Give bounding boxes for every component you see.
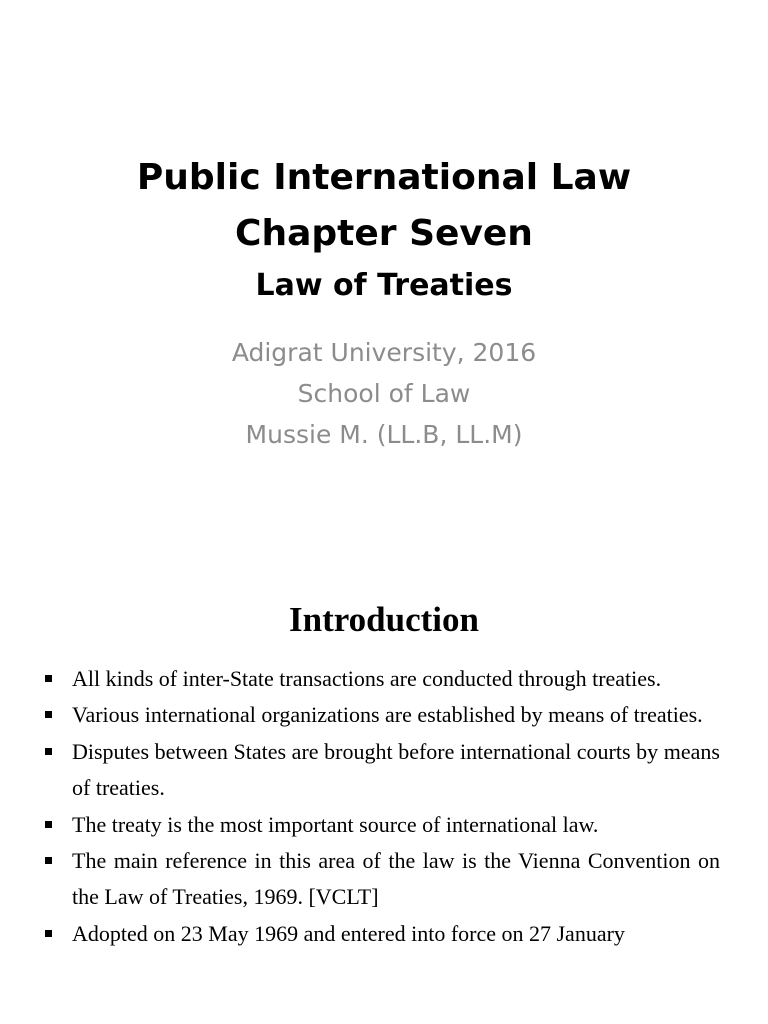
square-bullet-icon (45, 821, 52, 828)
bullet-item (0, 916, 768, 952)
bullet-item (0, 843, 768, 916)
bullet-list (0, 661, 768, 952)
bullet-text: Various international organizations are established by means of treaties. (72, 702, 703, 728)
slide-title (0, 150, 768, 310)
university-line: Adigrat University, 2016 (231, 338, 537, 367)
bullet-text: Adopted on 23 May 1969 and entered into force on 27 January (72, 920, 625, 946)
square-bullet-icon (45, 711, 52, 718)
bullet-text: All kinds of inter-State transactions are conducted through treaties. (72, 666, 662, 691)
bullet-item (0, 661, 768, 697)
square-bullet-icon (45, 748, 52, 755)
bullet-item (0, 697, 768, 733)
author-line: Mussie M. (LL.B, LL.M) (245, 420, 523, 449)
school-line: School of Law (297, 379, 471, 408)
chapter-title: Chapter Seven (235, 213, 533, 254)
course-title: Public International Law (136, 157, 632, 198)
bullet-item (0, 734, 768, 807)
bullet-text: The treaty is the most important source of international law. (72, 811, 599, 837)
square-bullet-icon (45, 675, 52, 682)
section-heading: Introduction (289, 600, 479, 639)
bullet-text: The main reference in this area of the law is the Vienna Convention on the Law of Treaties, 1969. [VCLT] (72, 848, 720, 910)
bullet-item (0, 807, 768, 843)
square-bullet-icon (45, 930, 52, 937)
topic-title: Law of Treaties (255, 268, 513, 303)
intro-slide (0, 576, 768, 1024)
slide-subtitle (0, 332, 768, 455)
bullet-text: Disputes between States are brought before international courts by means of treaties. (72, 738, 720, 801)
square-bullet-icon (45, 857, 52, 864)
